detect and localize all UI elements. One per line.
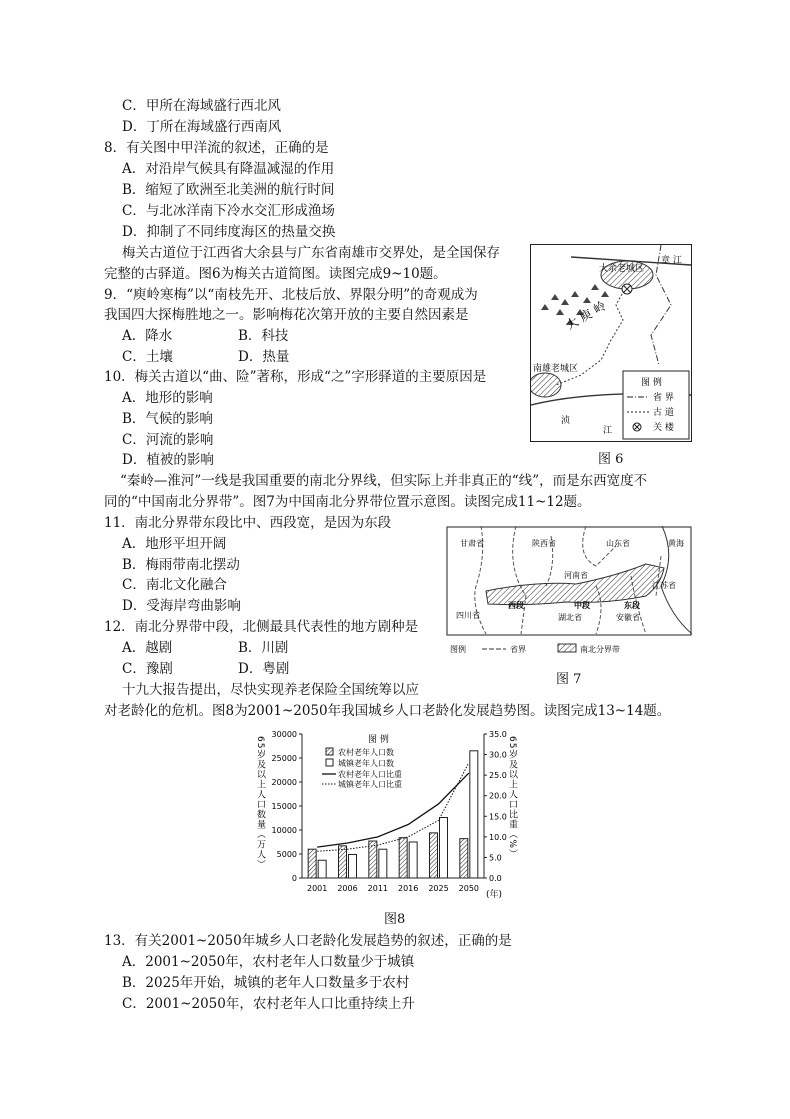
y-tick-label: 20000 xyxy=(271,778,297,787)
label-zhen: 浈 xyxy=(561,416,571,426)
legend-rural-ratio: 农村老年人口比重 xyxy=(338,770,402,779)
label-dayu: 大余老城区 xyxy=(599,264,645,274)
option-12b: B．川剧 xyxy=(238,640,289,656)
figure-6-caption: 图 6 xyxy=(598,452,624,467)
paragraph-line: 同的“中国南北分界带”。图7为中国南北分界带位置示意图。读图完成11~12题。 xyxy=(104,494,591,510)
figure-6-drawing xyxy=(531,245,691,441)
label-henan: 河南省 xyxy=(564,571,588,580)
option-11d: D．受海岸弯曲影响 xyxy=(122,598,241,614)
label-gansu: 甘肃省 xyxy=(460,539,484,548)
paragraph-line: 梅关古道位于江西省大余县与广东省南雄市交界处，是全国保存 xyxy=(122,245,500,261)
x-tick-label: 2016 xyxy=(397,884,419,893)
label-middle-segment: 中段 xyxy=(574,601,590,610)
x-unit-label: (年) xyxy=(486,890,503,900)
y2-tick-label: 35.0 xyxy=(489,730,507,739)
paragraph-line: 完整的古驿道。图6为梅关古道简图。读图完成9~10题。 xyxy=(104,266,447,282)
figure-8-caption: 图8 xyxy=(384,912,406,927)
label-hubei: 湖北省 xyxy=(558,613,582,622)
bar-urban-count xyxy=(440,818,448,878)
label-west-segment: 西段 xyxy=(508,601,524,610)
option-7c: C．甲所在海域盛行西北风 xyxy=(122,98,281,114)
fig7-legend-boundary: 省界 xyxy=(510,645,526,654)
question-11: 11．南北分界带东段比中、西段宽，是因为东段 xyxy=(104,515,392,531)
legend-rural-count: 农村老年人口数 xyxy=(338,748,394,757)
y-tick-label: 25000 xyxy=(271,754,297,763)
label-nanxiong: 南雄老城区 xyxy=(533,364,579,374)
bar-urban-count xyxy=(379,849,387,878)
option-10d: D．植被的影响 xyxy=(122,452,214,468)
figure-7-map xyxy=(446,526,692,658)
figure-7-caption: 图 7 xyxy=(556,672,582,687)
option-8a: A．对沿岸气候具有降温减湿的作用 xyxy=(122,161,335,177)
x-tick-label: 2001 xyxy=(306,884,328,893)
y2-tick-label: 20.0 xyxy=(489,791,507,801)
figure-6-map xyxy=(530,244,692,442)
y2-tick-label: 15.0 xyxy=(489,812,507,822)
x-tick-label: 2025 xyxy=(428,884,449,893)
y-tick-label: 0 xyxy=(291,874,297,883)
option-10a: A．地形的影响 xyxy=(122,390,213,406)
y2-tick-label: 10.0 xyxy=(489,832,507,842)
fig7-legend-title: 图例 xyxy=(450,645,466,654)
option-11c: C．南北文化融合 xyxy=(122,577,227,593)
option-12d: D．粤剧 xyxy=(238,661,290,677)
y-tick-label: 30000 xyxy=(271,730,297,739)
bar-urban-count xyxy=(470,751,478,878)
bar-urban-count xyxy=(349,854,357,878)
option-11b: B．梅雨带南北摆动 xyxy=(122,557,240,573)
bar-rural-count xyxy=(369,841,377,878)
nanxiong-city-area xyxy=(531,373,561,397)
y2-tick-label: 30.0 xyxy=(489,750,507,760)
paragraph-line: 十九大报告提出，尽快实现养老保险全国统筹以应 xyxy=(122,682,419,698)
y-tick-label: 15000 xyxy=(271,802,297,811)
question-12: 12．南北分界带中段，北侧最具代表性的地方剧种是 xyxy=(104,619,419,635)
chart-svg xyxy=(250,726,530,902)
question-9: 9．“庾岭寒梅”以“南枝先开、北枝后放、界限分明”的奇观成为 xyxy=(104,287,478,303)
fig6-legend-title: 图 例 xyxy=(641,378,662,388)
label-sichuan: 四川省 xyxy=(456,611,480,620)
left-axis-label: 65岁及以上人口数量（万人） xyxy=(255,736,265,870)
y-tick-label: 5000 xyxy=(276,850,297,859)
y-tick-label: 10000 xyxy=(271,826,297,835)
option-9a: A．降水 xyxy=(122,328,173,344)
option-13a: A．2001~2050年，农村老年人口数量少于城镇 xyxy=(122,954,415,970)
bar-rural-count xyxy=(399,838,407,878)
option-9b: B．科技 xyxy=(238,328,289,344)
question-10: 10．梅关古道以“曲、险”著称，形成“之”字形驿道的主要原因是 xyxy=(104,369,487,385)
fig6-legend-road: 古 道 xyxy=(653,408,674,418)
bar-rural-count xyxy=(460,839,468,878)
label-shaanxi: 陕西省 xyxy=(532,539,556,548)
option-8c: C．与北冰洋南下冷水交汇形成渔场 xyxy=(122,203,335,219)
question-9-cont: 我国四大探梅胜地之一。影响梅花次第开放的主要自然因素是 xyxy=(104,307,469,323)
legend-swatch-urban-count xyxy=(326,759,333,766)
label-jiangsu: 江苏省 xyxy=(652,581,676,590)
option-8d: D．抑制了不同纬度海区的热量交换 xyxy=(122,224,336,240)
option-10b: B．气候的影响 xyxy=(122,411,213,427)
bar-urban-count xyxy=(409,842,417,878)
y2-tick-label: 0.0 xyxy=(489,874,502,883)
paragraph-line: 对老龄化的危机。图8为2001~2050年我国城乡人口老龄化发展趋势图。读图完成13~14题。 xyxy=(104,703,671,719)
legend-urban-ratio: 城镇老年人口比重 xyxy=(338,780,402,789)
bar-rural-count xyxy=(430,833,438,878)
fig6-legend-boundary: 省 界 xyxy=(653,393,674,403)
paragraph-line: “秦岭—淮河”一线是我国重要的南北分界线，但实际上并非真正的“线”，而是东西宽度不 xyxy=(120,473,648,489)
label-zhangjiang: 章 江 xyxy=(661,256,682,266)
option-12c: C．豫剧 xyxy=(122,661,173,677)
option-9c: C．土壤 xyxy=(122,349,173,365)
label-jiang: 江 xyxy=(603,426,613,436)
fig6-legend-gate: 关 楼 xyxy=(653,423,674,433)
legend-urban-count: 城镇老年人口数 xyxy=(338,759,394,768)
option-12a: A．越剧 xyxy=(122,640,173,656)
label-dayuling: 大 庾 岭 xyxy=(563,298,609,333)
option-11a: A．地形平坦开阔 xyxy=(122,536,227,552)
x-tick-label: 2050 xyxy=(458,884,480,893)
bar-urban-count xyxy=(318,860,326,878)
option-13c: C．2001~2050年，农村老年人口比重持续上升 xyxy=(122,996,415,1012)
label-shandong: 山东省 xyxy=(606,539,630,548)
label-east-segment: 东段 xyxy=(624,601,640,610)
fig7-legend-zone: 南北分界带 xyxy=(580,645,620,654)
label-yellow-sea: 黄海 xyxy=(668,539,684,548)
option-13b: B．2025年开始，城镇的老年人口数量多于农村 xyxy=(122,975,410,991)
figure-8-chart xyxy=(250,726,530,902)
label-anhui: 安徽省 xyxy=(616,613,640,622)
right-axis-label: 65岁及以上人口比重（%） xyxy=(507,736,517,860)
question-13: 13．有关2001~2050年城乡人口老龄化发展趋势的叙述，正确的是 xyxy=(104,933,512,949)
bar-rural-count xyxy=(308,849,316,878)
option-10c: C．河流的影响 xyxy=(122,432,214,448)
legend-swatch-rural-count xyxy=(326,748,333,755)
bar-rural-count xyxy=(339,846,347,878)
legend-title: 图 例 xyxy=(368,735,389,745)
y2-tick-label: 25.0 xyxy=(489,771,507,781)
y2-tick-label: 5.0 xyxy=(489,853,502,863)
x-tick-label: 2006 xyxy=(337,884,358,893)
option-9d: D．热量 xyxy=(238,349,290,365)
option-7d: D．丁所在海域盛行西南风 xyxy=(122,119,282,135)
figure-7-drawing xyxy=(446,526,692,658)
option-8b: B．缩短了欧洲至北美洲的航行时间 xyxy=(122,182,335,198)
x-tick-label: 2011 xyxy=(367,884,389,893)
question-8: 8．有关图中甲洋流的叙述，正确的是 xyxy=(104,140,329,156)
